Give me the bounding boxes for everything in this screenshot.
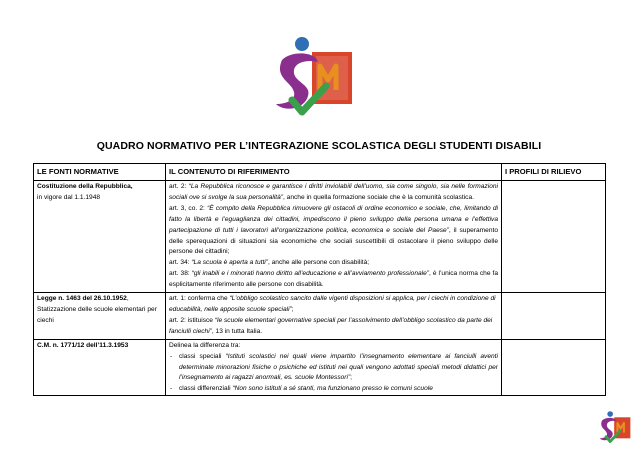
logo-icon (272, 30, 356, 122)
header-profiles: I PROFILI DI RILIEVO (502, 164, 606, 181)
logo-small-icon (598, 408, 632, 446)
content-paragraph: art. 2: “La Repubblica riconosce e garantisce i diritti inviolabili dell’uomo, sia come singolo, sia nelle formazioni sociali ove si svolge la sua personalità”, anche in quella formazione sociale che è la comunità scolastica. (169, 183, 498, 201)
table-row (34, 293, 606, 340)
table-row (34, 339, 606, 396)
document-title: QUADRO NORMATIVO PER L’INTEGRAZIONE SCOLASTICA DEGLI STUDENTI DISABILI (96, 140, 542, 152)
distinction-list (169, 352, 498, 395)
list-item: - classi speciali “Istituti scolastici nei quali viene impartito l’insegnamento elementare ai fanciulli aventi determinate minorazioni fisiche o psichiche ed istituti nei quali vengono adottati speciali metodi didattici per l’insegnamento ai ragazzi anormali, es. scuole Montessori”; (169, 352, 498, 385)
source-title: Costituzione della Repubblica, (37, 183, 133, 190)
content-paragraph: art. 3, co. 2: “È compito della Repubblica rimuovere gli ostacoli di ordine economico e sociale, che, limitando di fatto la libertà e l’eguaglianza dei cittadini, impediscono il pieno sviluppo della persona umana e l’effettiva partecipazione di tutti i lavoratori all’organizzazione politica, economica e sociale del Paese”, il superamento delle sperequazioni di situazioni sia economiche che sociali suscettibili di ostacolare il pieno sviluppo delle persone dei cittadini; (169, 204, 498, 256)
profile-cell (502, 293, 606, 340)
content-cell (166, 339, 502, 396)
table-header-row (34, 164, 606, 181)
source-detail: in vigore dal 1.1.1948 (37, 193, 101, 201)
content-paragraph: art. 2: istituisce “le scuole elementari governative speciali per l’assolvimento dell’obbligo scolastico da parte dei fanciulli ciechi”, 13 in tutta Italia. (169, 316, 493, 335)
content-paragraph: art. 34: “La scuola è aperta a tutti”, anche alle persone con disabilità; (169, 259, 370, 267)
source-cell (34, 181, 166, 293)
content-paragraph: art. 38: “gli inabili e i minorati hanno diritto all’educazione e all’avviamento professionale”, è l’unica norma che fa esplicitamente riferimento alle persone con disabilità. (169, 270, 498, 289)
content-cell (166, 181, 502, 293)
normative-table (33, 163, 606, 396)
table-row (34, 181, 606, 293)
source-detail: , Statizzazione delle scuole elementari per ciechi (37, 295, 157, 324)
header-content: IL CONTENUTO DI RIFERIMENTO (166, 164, 502, 181)
header-sources: LE FONTI NORMATIVE (34, 164, 166, 181)
content-cell (166, 293, 502, 340)
source-cell (34, 339, 166, 396)
source-title: Legge n. 1463 del 26.10.1952 (37, 295, 127, 303)
profile-cell (502, 339, 606, 396)
source-cell (34, 293, 166, 340)
content-intro: Delinea la differenza tra: (169, 341, 241, 349)
source-title: C.M. n. 1771/12 dell’11.3.1953 (37, 341, 129, 349)
list-item: - classi differenziali “Non sono istituti a sé stanti, ma funzionano presso le comuni scuole (169, 384, 498, 394)
profile-cell (502, 181, 606, 293)
content-paragraph: art. 1: conferma che “L’obbligo scolastico sancito dalle vigenti disposizioni si applica, per i ciechi in condizione di educabilità, nelle apposite scuole speciali”; (169, 295, 496, 313)
